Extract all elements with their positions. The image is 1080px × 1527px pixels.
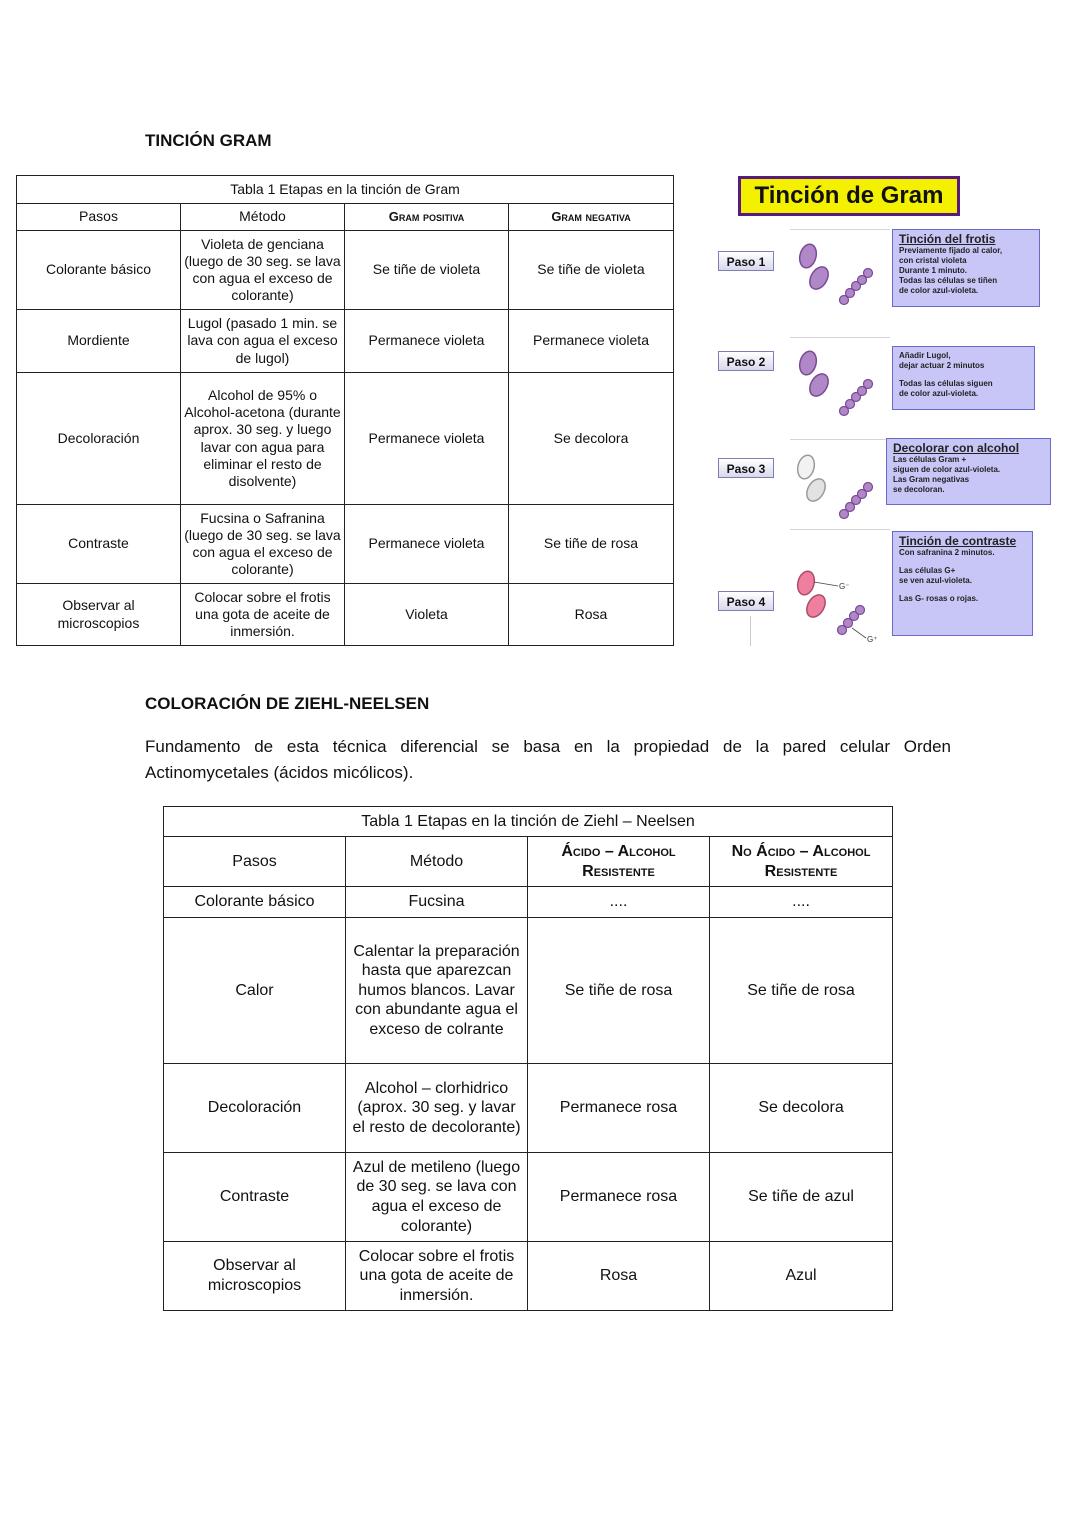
table-cell: Se tiñe de azul: [710, 1153, 893, 1242]
box-line: Todas las células se tiñen: [899, 276, 998, 285]
table-row: [17, 310, 674, 373]
ziehl-header-no-resistente: No Ácido – Alcohol Resistente: [710, 837, 893, 887]
table-row: [164, 1242, 893, 1311]
box-line: siguen de color azul-violeta.: [893, 465, 1001, 474]
table-cell: Rosa: [528, 1242, 710, 1311]
box-line: Las células Gram +: [893, 455, 967, 464]
ziehl-header-metodo: Método: [346, 837, 528, 887]
box-spacer: [899, 558, 1026, 566]
divider: [790, 337, 890, 338]
table-cell: Rosa: [509, 584, 674, 646]
table-row: [164, 918, 893, 1064]
table-row: [164, 1064, 893, 1153]
divider: [790, 229, 890, 230]
table-cell: Fucsina: [346, 887, 528, 918]
table-cell: Decoloración: [164, 1064, 346, 1153]
divider: [790, 439, 890, 440]
table-cell: Se tiñe de rosa: [710, 918, 893, 1064]
table-cell: Se tiñe de violeta: [509, 231, 674, 310]
table-cell: Permanece violeta: [345, 310, 509, 373]
ziehl-table: [163, 806, 893, 1311]
ziehl-paragraph: Fundamento de esta técnica diferencial se basa en la propiedad de la pared celular Orden Actinomycetales (ácidos micólicos).: [145, 737, 951, 782]
box-line: dejar actuar 2 minutos: [899, 361, 985, 370]
table-cell: Decoloración: [17, 373, 181, 505]
table-cell: ....: [528, 887, 710, 918]
table-cell: ....: [710, 887, 893, 918]
paso-4-box: [892, 531, 1033, 636]
gram-header-negativa: Gram negativa: [509, 204, 674, 231]
ziehl-heading: COLORACIÓN DE ZIEHL-NEELSEN: [145, 694, 430, 713]
table-cell: Permanece rosa: [528, 1064, 710, 1153]
ziehl-table-caption: Tabla 1 Etapas en la tinción de Ziehl – Neelsen: [164, 807, 893, 837]
gram-header-pasos: Pasos: [17, 204, 181, 231]
table-row: [17, 373, 674, 505]
paso-4-box-title: Tinción de contraste: [899, 534, 1017, 548]
table-cell: Se decolora: [710, 1064, 893, 1153]
table-row: [164, 1153, 893, 1242]
paso-3-cells-icon: [792, 452, 882, 522]
table-cell: Calentar la preparación hasta que aparezcan humos blancos. Lavar con abundante agua el exceso de colrante: [346, 918, 528, 1064]
box-line: Las Gram negativas: [893, 475, 970, 484]
gram-heading: TINCIÓN GRAM: [145, 131, 272, 150]
table-cell: Fucsina o Safranina (luego de 30 seg. se lava con agua el exceso de colorante): [181, 505, 345, 584]
table-cell: Mordiente: [17, 310, 181, 373]
box-spacer: [899, 371, 1028, 379]
table-cell: Alcohol – clorhidrico (aprox. 30 seg. y lavar el resto de decolorante): [346, 1064, 528, 1153]
table-cell: Permanece violeta: [345, 373, 509, 505]
ziehl-header-pasos: Pasos: [164, 837, 346, 887]
table-cell: Observar al microscopios: [164, 1242, 346, 1311]
box-line: se ven azul-violeta.: [899, 576, 972, 585]
box-line: de color azul-violeta.: [899, 389, 979, 398]
box-line: Todas las células siguen: [899, 379, 993, 388]
gram-infographic-title: Tinción de Gram: [738, 176, 960, 216]
g-negative-label: G⁻: [839, 582, 850, 591]
table-cell: Permanece violeta: [509, 310, 674, 373]
table-cell: Contraste: [164, 1153, 346, 1242]
table-row: [17, 584, 674, 646]
table-cell: Calor: [164, 918, 346, 1064]
table-cell: Se tiñe de rosa: [528, 918, 710, 1064]
box-line: Las células G+: [899, 566, 956, 575]
box-spacer: [899, 586, 1026, 594]
table-cell: Colocar sobre el frotis una gota de aceite de inmersión.: [346, 1242, 528, 1311]
table-cell: Lugol (pasado 1 min. se lava con agua el exceso de lugol): [181, 310, 345, 373]
table-cell: Azul: [710, 1242, 893, 1311]
table-cell: Colocar sobre el frotis una gota de aceite de inmersión.: [181, 584, 345, 646]
paso-1-box: [892, 229, 1040, 307]
gram-table: [16, 175, 674, 646]
table-cell: Colorante básico: [164, 887, 346, 918]
table-cell: Violeta de genciana (luego de 30 seg. se lava con agua el exceso de colorante): [181, 231, 345, 310]
box-line: Con safranina 2 minutos.: [899, 548, 995, 557]
table-cell: Colorante básico: [17, 231, 181, 310]
table-cell: Observar al microscopios: [17, 584, 181, 646]
paso-1-box-title: Tinción del frotis: [899, 232, 996, 246]
paso-1-cells-icon: [792, 240, 882, 310]
divider: [750, 616, 751, 646]
paso-2-label: Paso 2: [718, 351, 774, 371]
table-cell: Permanece violeta: [345, 505, 509, 584]
paso-3-box: [886, 438, 1051, 505]
gram-header-metodo: Método: [181, 204, 345, 231]
box-line: Las G- rosas o rojas.: [899, 594, 979, 603]
box-line: con cristal violeta: [899, 256, 967, 265]
divider: [790, 529, 890, 530]
paso-4-label: Paso 4: [718, 591, 774, 611]
gram-header-positiva: Gram positiva: [345, 204, 509, 231]
paso-1-label: Paso 1: [718, 251, 774, 271]
paso-2-cells-icon: [792, 347, 882, 417]
g-positive-label: G⁺: [867, 635, 878, 644]
table-row: [17, 231, 674, 310]
table-cell: Azul de metileno (luego de 30 seg. se lava con agua el exceso de colorante): [346, 1153, 528, 1242]
gram-table-caption: Tabla 1 Etapas en la tinción de Gram: [17, 176, 674, 204]
box-line: Previamente fijado al calor,: [899, 246, 1003, 255]
table-cell: Violeta: [345, 584, 509, 646]
table-cell: Permanece rosa: [528, 1153, 710, 1242]
paso-3-label: Paso 3: [718, 458, 774, 478]
table-cell: Se tiñe de rosa: [509, 505, 674, 584]
paso-3-box-title: Decolorar con alcohol: [893, 441, 1020, 455]
table-cell: Alcohol de 95% o Alcohol-acetona (durante aprox. 30 seg. y luego lavar con agua para eliminar el resto de disolvente): [181, 373, 345, 505]
table-cell: Contraste: [17, 505, 181, 584]
table-cell: Se tiñe de violeta: [345, 231, 509, 310]
box-line: Añadir Lugol,: [899, 351, 951, 360]
ziehl-header-resistente: Ácido – Alcohol Resistente: [528, 837, 710, 887]
box-line: de color azul-violeta.: [899, 286, 979, 295]
table-row: [164, 887, 893, 918]
paso-4-cells-icon: [792, 568, 882, 648]
paso-2-box: [892, 346, 1035, 410]
table-cell: Se decolora: [509, 373, 674, 505]
table-row: [17, 505, 674, 584]
box-line: se decoloran.: [893, 485, 945, 494]
box-line: Durante 1 minuto.: [899, 266, 968, 275]
